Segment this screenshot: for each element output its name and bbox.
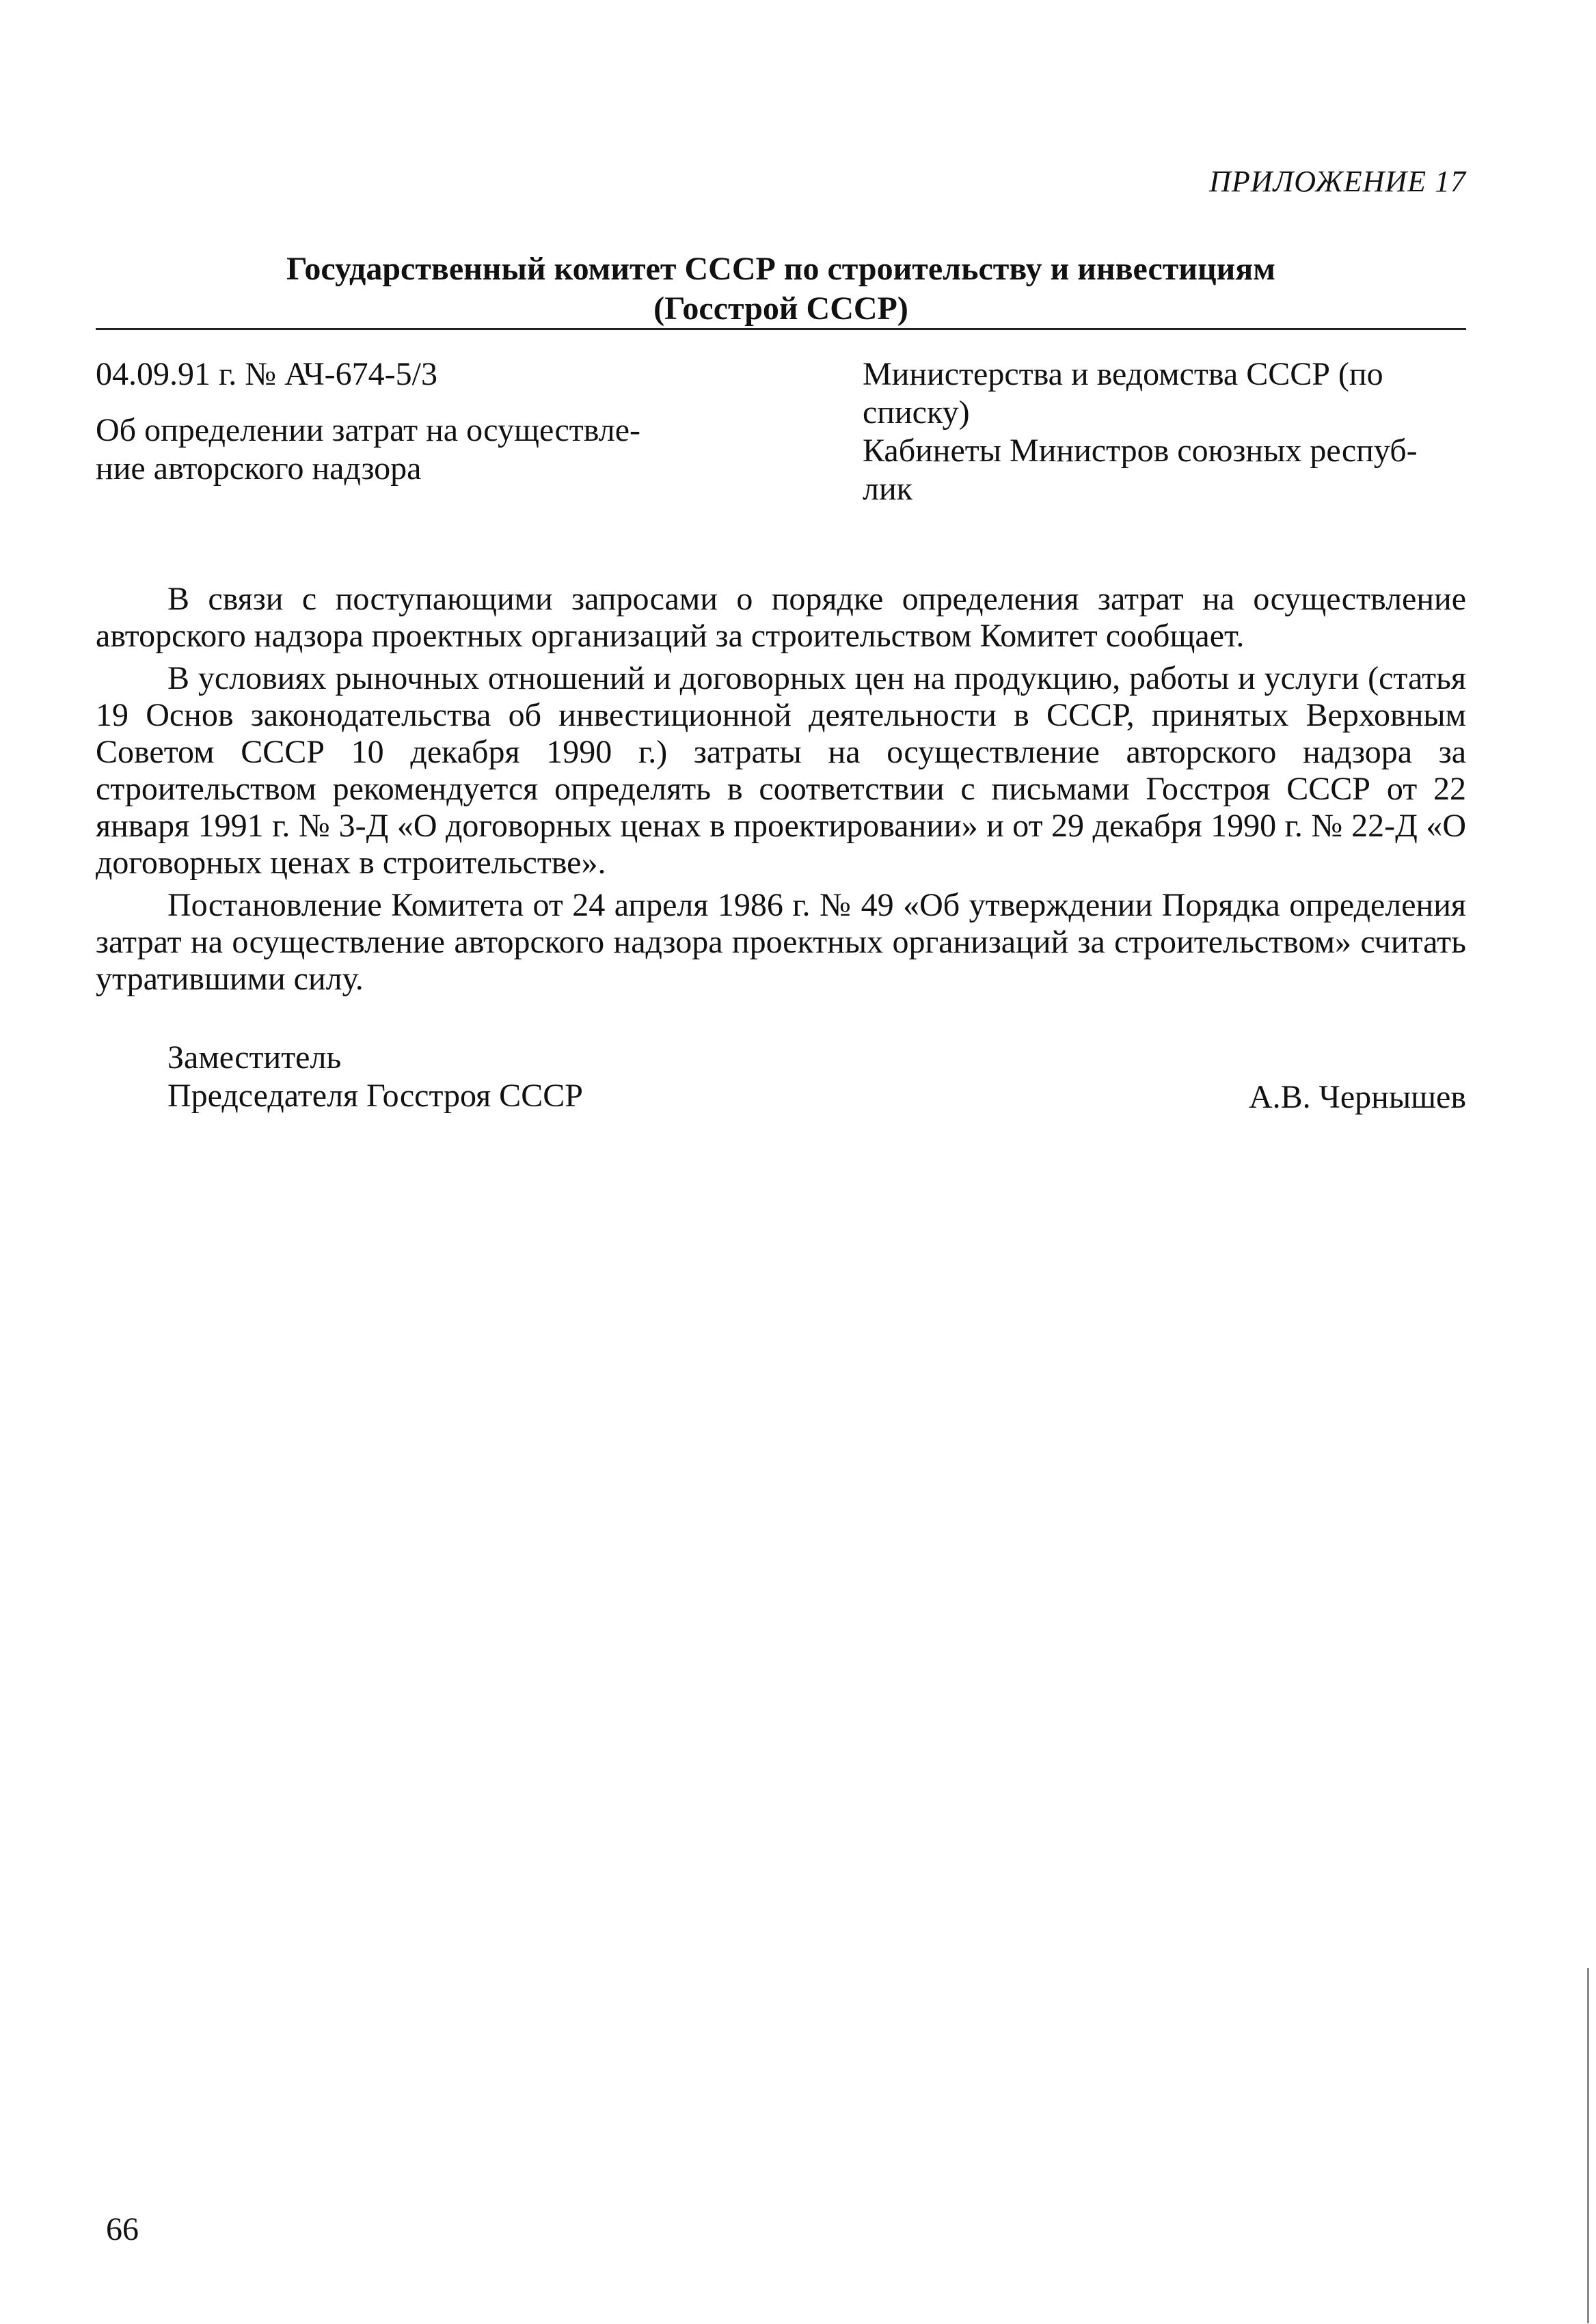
- addressees: [863, 355, 1466, 508]
- subject-line: Об определении затрат на осуществле-: [96, 412, 640, 448]
- header-divider: [96, 328, 1466, 330]
- body-paragraph: В связи с поступающими запросами о порядке определения затрат на осуществление авторского надзора проектных организаций за строительством Комитет сообщает.: [96, 581, 1466, 654]
- body-paragraph: Постановление Комитета от 24 апреля 1986 г. № 49 «Об утверждении Порядка определения затрат на осуществление авторского надзора проектных организаций за строительством» считать утратившими силу.: [96, 887, 1466, 997]
- addressee-line: Министерства и ведомства СССР (по: [863, 356, 1383, 392]
- body-paragraph: В условиях рыночных отношений и договорных цен на продукцию, работы и услуги (статья 19 Основ законодательства об инвестиционной деятельности в СССР, принятых Верховным Советом СССР 10 декабря 1990 г.) затраты на осуществление авторского надзора за строительством рекомендуется определять в соответствии с письмами Госстроя СССР от 22 января 1991 г. № 3-Д «О договорных ценах в проектировании» и от 29 декабря 1990 г. № 22-Д «О договорных ценах в строительстве».: [96, 660, 1466, 881]
- letter-body: [96, 581, 1466, 1003]
- issuer-header: [96, 249, 1466, 329]
- signatory-title: [167, 1039, 583, 1115]
- issuer-abbreviation: (Госстрой СССР): [653, 290, 908, 327]
- issuer-name: Государственный комитет СССР по строительству и инвестициям: [286, 251, 1275, 287]
- signatory-name: А.В. Чернышев: [1248, 1079, 1466, 1115]
- signatory-title-line: Заместитель: [167, 1039, 342, 1076]
- addressee-line: Кабинеты Министров союзных респуб-: [863, 433, 1418, 469]
- page-number: 66: [106, 2211, 139, 2247]
- subject-line: ние авторского надзора: [96, 450, 422, 487]
- appendix-label: ПРИЛОЖЕНИЕ 17: [1209, 165, 1466, 198]
- addressee-line: лик: [863, 471, 912, 507]
- scan-edge-line: [1587, 1968, 1589, 2323]
- letter-details: [96, 355, 711, 488]
- date-number: 04.09.91 г. № АЧ-674-5/3: [96, 356, 437, 392]
- signatory-title-line: Председателя Госстроя СССР: [167, 1078, 583, 1114]
- addressee-line: списку): [863, 394, 970, 430]
